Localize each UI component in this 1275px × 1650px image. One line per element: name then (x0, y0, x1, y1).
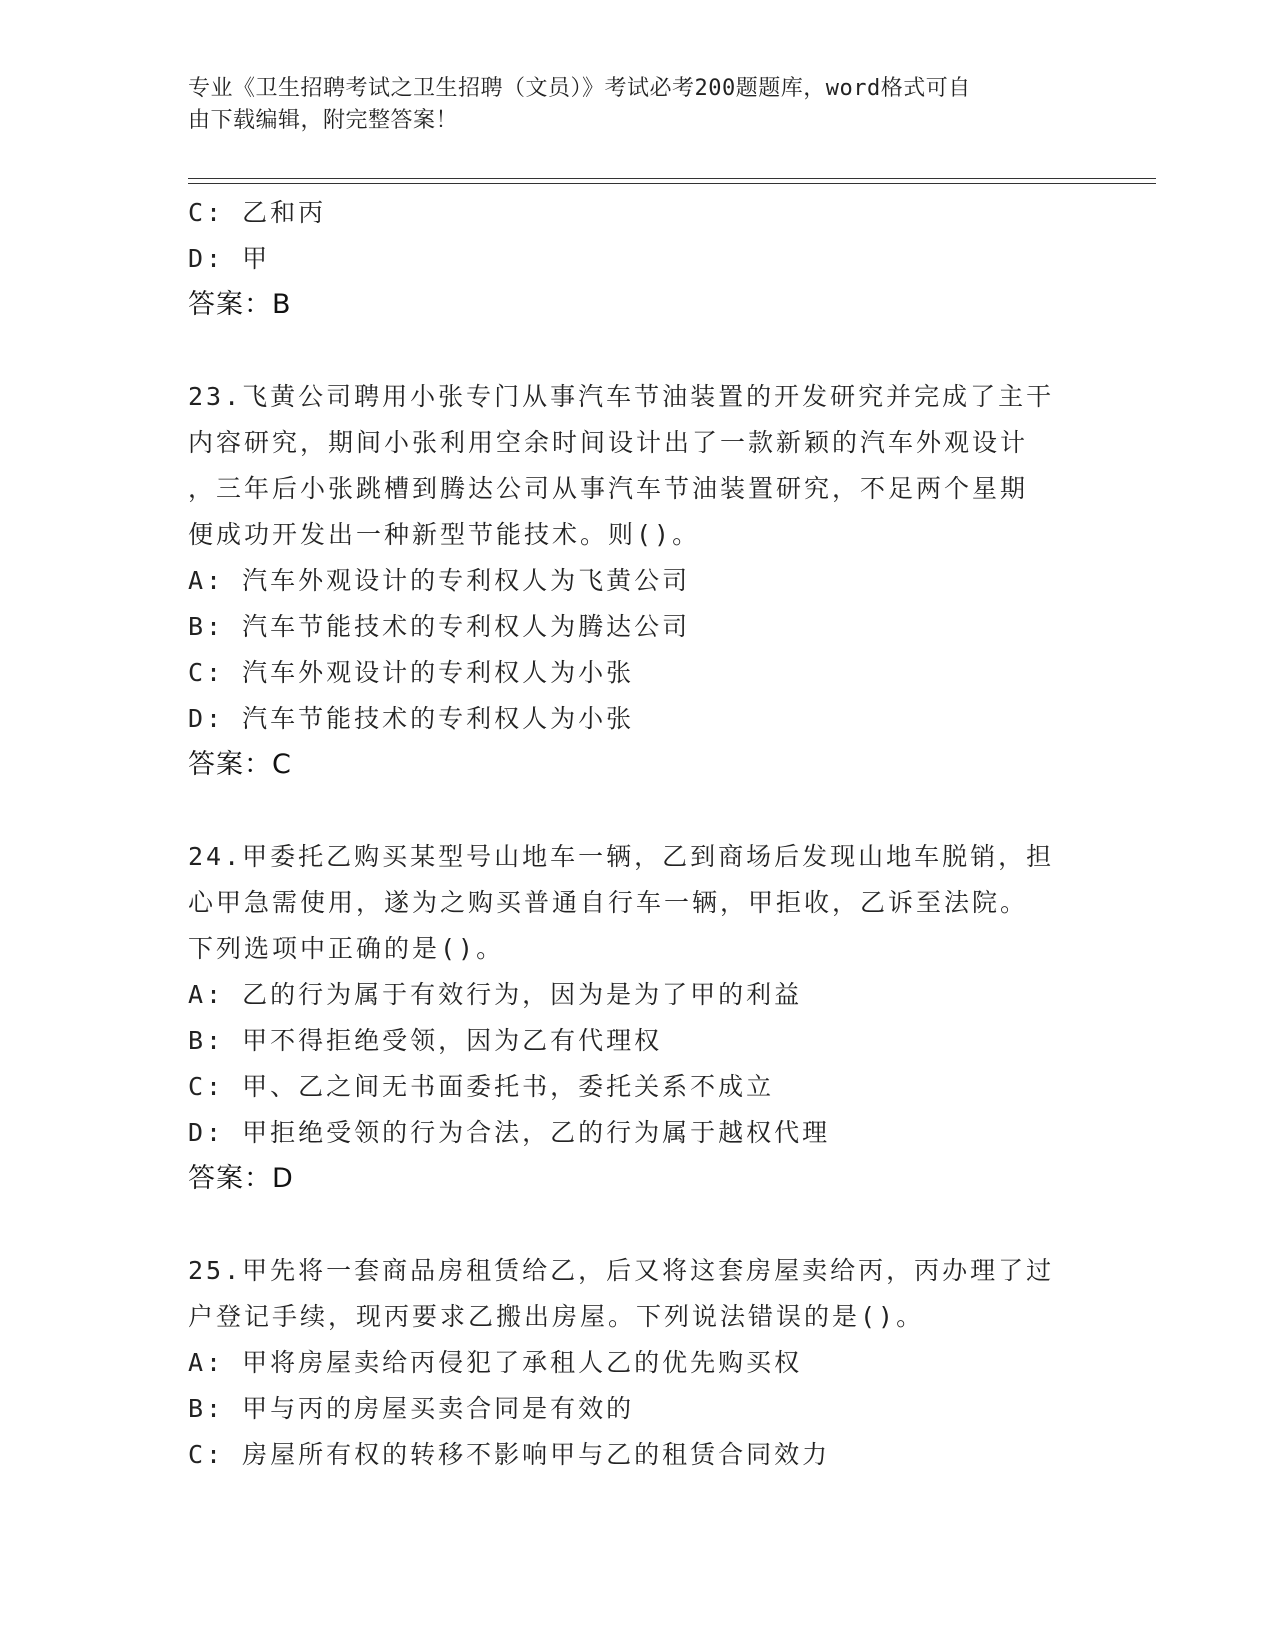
question-24 (188, 834, 1088, 1202)
option-d: D: 甲 (188, 244, 271, 273)
question-stem-line: ，三年后小张跳槽到腾达公司从事汽车节油装置研究，不足两个星期 (188, 474, 1029, 503)
option-c: C: 房屋所有权的转移不影响甲与乙的租赁合同效力 (188, 1440, 831, 1469)
option-b: B: 甲不得拒绝受领，因为乙有代理权 (188, 1026, 663, 1055)
option-c: C: 乙和丙 (188, 198, 327, 227)
question-stem-line: 便成功开发出一种新型节能技术。则()。 (188, 520, 701, 549)
document-body (188, 190, 1088, 1478)
question-stem-line: 心甲急需使用，遂为之购买普通自行车一辆，甲拒收，乙诉至法院。 (188, 888, 1029, 917)
header-divider-bottom (188, 183, 1156, 184)
question-stem-line: 户登记手续，现丙要求乙搬出房屋。下列说法错误的是()。 (188, 1302, 925, 1331)
question-stem-line: 24.甲委托乙购买某型号山地车一辆，乙到商场后发现山地车脱销，担 (188, 842, 1055, 871)
question-stem-line: 23.飞黄公司聘用小张专门从事汽车节油装置的开发研究并完成了主干 (188, 382, 1055, 411)
option-d: D: 汽车节能技术的专利权人为小张 (188, 704, 635, 733)
question-stem-line: 下列选项中正确的是()。 (188, 934, 505, 963)
option-b: B: 汽车节能技术的专利权人为腾达公司 (188, 612, 691, 641)
option-a: A: 汽车外观设计的专利权人为飞黄公司 (188, 566, 691, 595)
question-stem-line: 25.甲先将一套商品房租赁给乙，后又将这套房屋卖给丙，丙办理了过 (188, 1256, 1055, 1285)
option-b: B: 甲与丙的房屋买卖合同是有效的 (188, 1394, 635, 1423)
header-line-1: 专业《卫生招聘考试之卫生招聘（文员）》考试必考200题题库，word格式可自 (188, 76, 971, 101)
option-c: C: 汽车外观设计的专利权人为小张 (188, 658, 635, 687)
answer-line: 答案：C (188, 749, 292, 780)
question-23 (188, 374, 1088, 788)
answer-line: 答案：D (188, 1163, 294, 1194)
previous-question-tail (188, 190, 1088, 328)
document-header (188, 73, 1068, 137)
question-stem-line: 内容研究，期间小张利用空余时间设计出了一款新颖的汽车外观设计 (188, 428, 1029, 457)
option-c: C: 甲、乙之间无书面委托书，委托关系不成立 (188, 1072, 775, 1101)
option-d: D: 甲拒绝受领的行为合法，乙的行为属于越权代理 (188, 1118, 831, 1147)
option-a: A: 乙的行为属于有效行为，因为是为了甲的利益 (188, 980, 803, 1009)
header-divider-top (188, 178, 1156, 179)
option-a: A: 甲将房屋卖给丙侵犯了承租人乙的优先购买权 (188, 1348, 803, 1377)
question-25 (188, 1248, 1088, 1478)
header-line-2: 由下载编辑，附完整答案！ (188, 108, 459, 133)
answer-line: 答案：B (188, 289, 292, 320)
